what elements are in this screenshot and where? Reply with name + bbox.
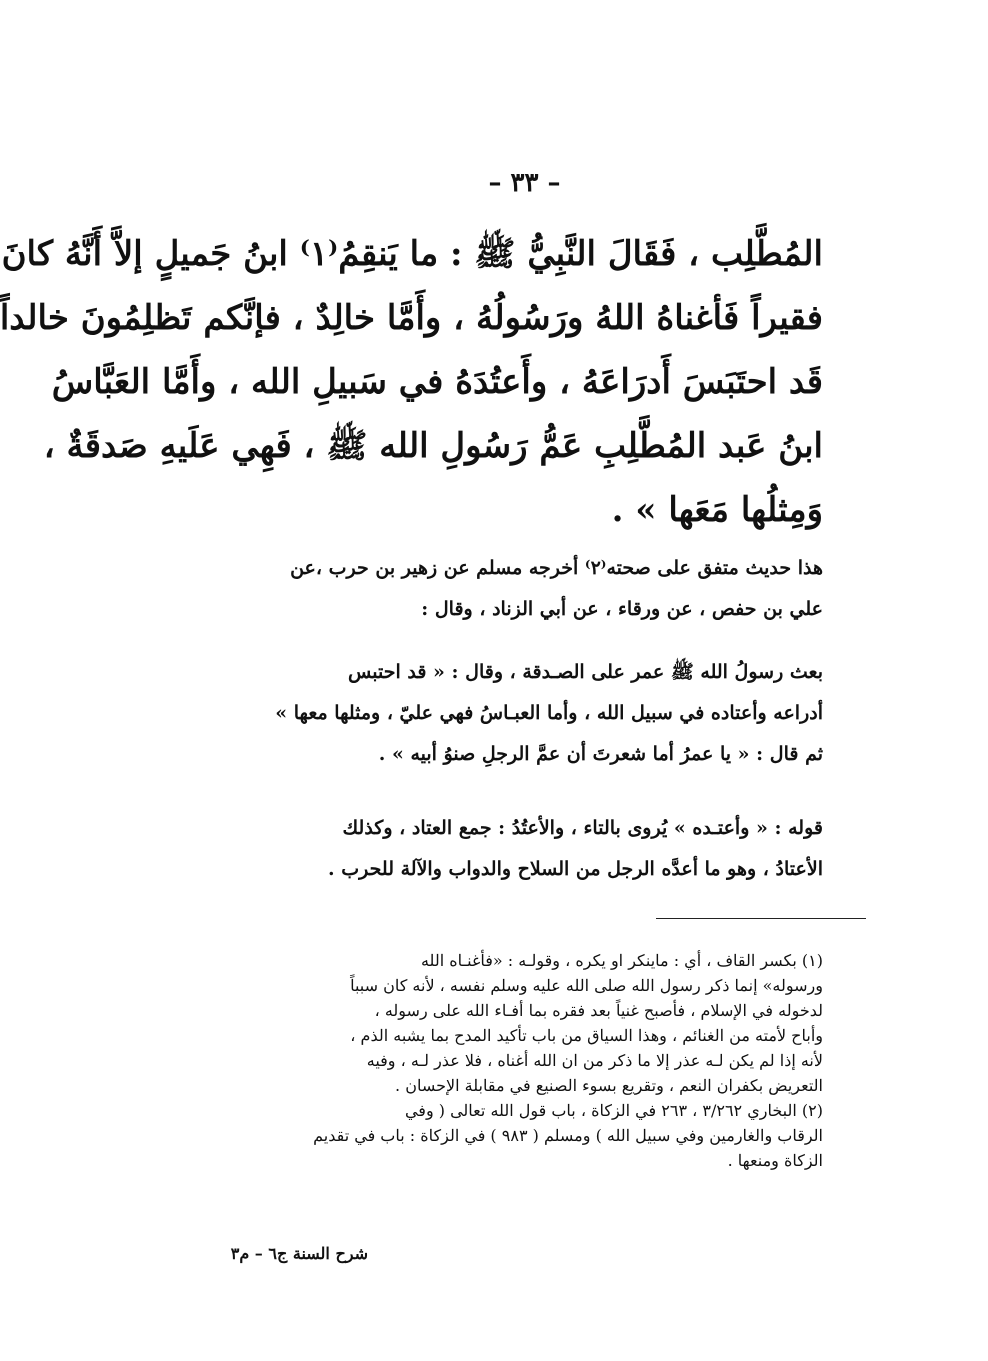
commentary-paragraph-1	[211, 548, 823, 630]
footnote-line: وأباح لأمته من الغنائم ، وهذا السياق من باب تأكيد المدح بما يشبه الذم ،	[350, 1026, 823, 1045]
paragraph-line: علي بن حفص ، عن ورقاء ، عن أبي الزناد ، وقال :	[421, 598, 823, 620]
paragraph-line: هذا حديث متفق على صحته⁽٢⁾ أخرجه مسلم عن زهير بن حرب ،عن	[290, 557, 823, 579]
commentary-paragraph-3	[211, 808, 823, 890]
footnote-line: الرقاب والغارمين وفي سبيل الله ) ومسلم ( ٩٨٣ ) في الزكاة : باب في تقديم	[313, 1126, 823, 1145]
paragraph-line: أدراعه وأعتاده في سبيل الله ، وأما العبـاسُ فهي عليّ ، ومثلها معها »	[275, 702, 823, 724]
paragraph-line: ثم قال : « يا عمرُ أما شعرتَ أن عمَّ الرجلِ صنوُ أبيه » .	[378, 743, 823, 765]
footnote-line: لأنه إذا لم يكن لـه عذر إلا ما ذكر من ان الله أغناه ، فلا عذر لـه ، وفيه	[366, 1051, 823, 1070]
hadith-line: فقيراً فَأغناهُ اللهُ ورَسُولُهُ ، وأَمَّا خالِدٌ ، فإنَّكم تَظلِمُونَ خالداً	[0, 298, 823, 338]
paragraph-line: قوله : « وأعتـده » يُروى بالتاء ، والأعتُدُ : جمع العتاد ، وكذلك	[342, 817, 823, 839]
paragraph-line: الأعتادُ ، وهو ما أعدَّه الرجل من السلاح والدواب والآلة للحرب .	[328, 858, 823, 880]
footnote-divider	[656, 918, 866, 919]
footnote-line: ورسوله» إنما ذكر رسول الله صلى الله عليه وسلم نفسه ، لأنه كان سبباً	[350, 976, 823, 995]
footnote-line: التعريض بكفران النعم ، وتقريع بسوء الصنيع في مقابلة الإحسان .	[395, 1076, 823, 1095]
footnote-line: الزكاة ومنعها .	[727, 1151, 823, 1170]
footnote-line: لدخوله في الإسلام ، فأصبح غنياً بعد فقره بما أفـاء الله على رسوله ،	[374, 1001, 823, 1020]
hadith-text	[0, 222, 823, 542]
footnote-line: (٢) البخاري ٣/٢٦٢ ، ٢٦٣ في الزكاة ، باب قول الله تعالى ( وفي	[404, 1101, 823, 1120]
hadith-line: ابنُ عَبد المُطَّلِبِ عَمُّ رَسُولِ الله ﷺ ، فَهِي عَلَيهِ صَدقَةٌ ،	[43, 426, 823, 466]
hadith-line: قَد احتَبَسَ أَدرَاعَهُ ، وأَعتُدَهُ في سَبيلِ الله ، وأَمَّا العَبَّاسُ	[51, 362, 823, 402]
hadith-line: المُطَّلِب ، فَقَالَ النَّبِيُّ ﷺ : ما يَنقِمُ⁽١⁾ ابنُ جَميلٍ إلاَّ أَنَّهُ كانَ	[1, 234, 823, 274]
signature-mark: شرح السنة ج٦ – م٣	[230, 1244, 368, 1263]
commentary-paragraph-2	[211, 652, 823, 775]
hadith-line: وَمِثلُها مَعَها » .	[611, 490, 823, 530]
page-number: – ٣٣ –	[488, 168, 561, 198]
footnotes	[211, 948, 823, 1173]
paragraph-line: بعث رسولُ الله ﷺ عمر على الصـدقة ، وقال : « قد احتبس	[348, 661, 823, 683]
footnote-line: (١) بكسر القاف ، أي : ماينكر او يكره ، وقولـه : «فأغنـاه الله	[420, 951, 823, 970]
